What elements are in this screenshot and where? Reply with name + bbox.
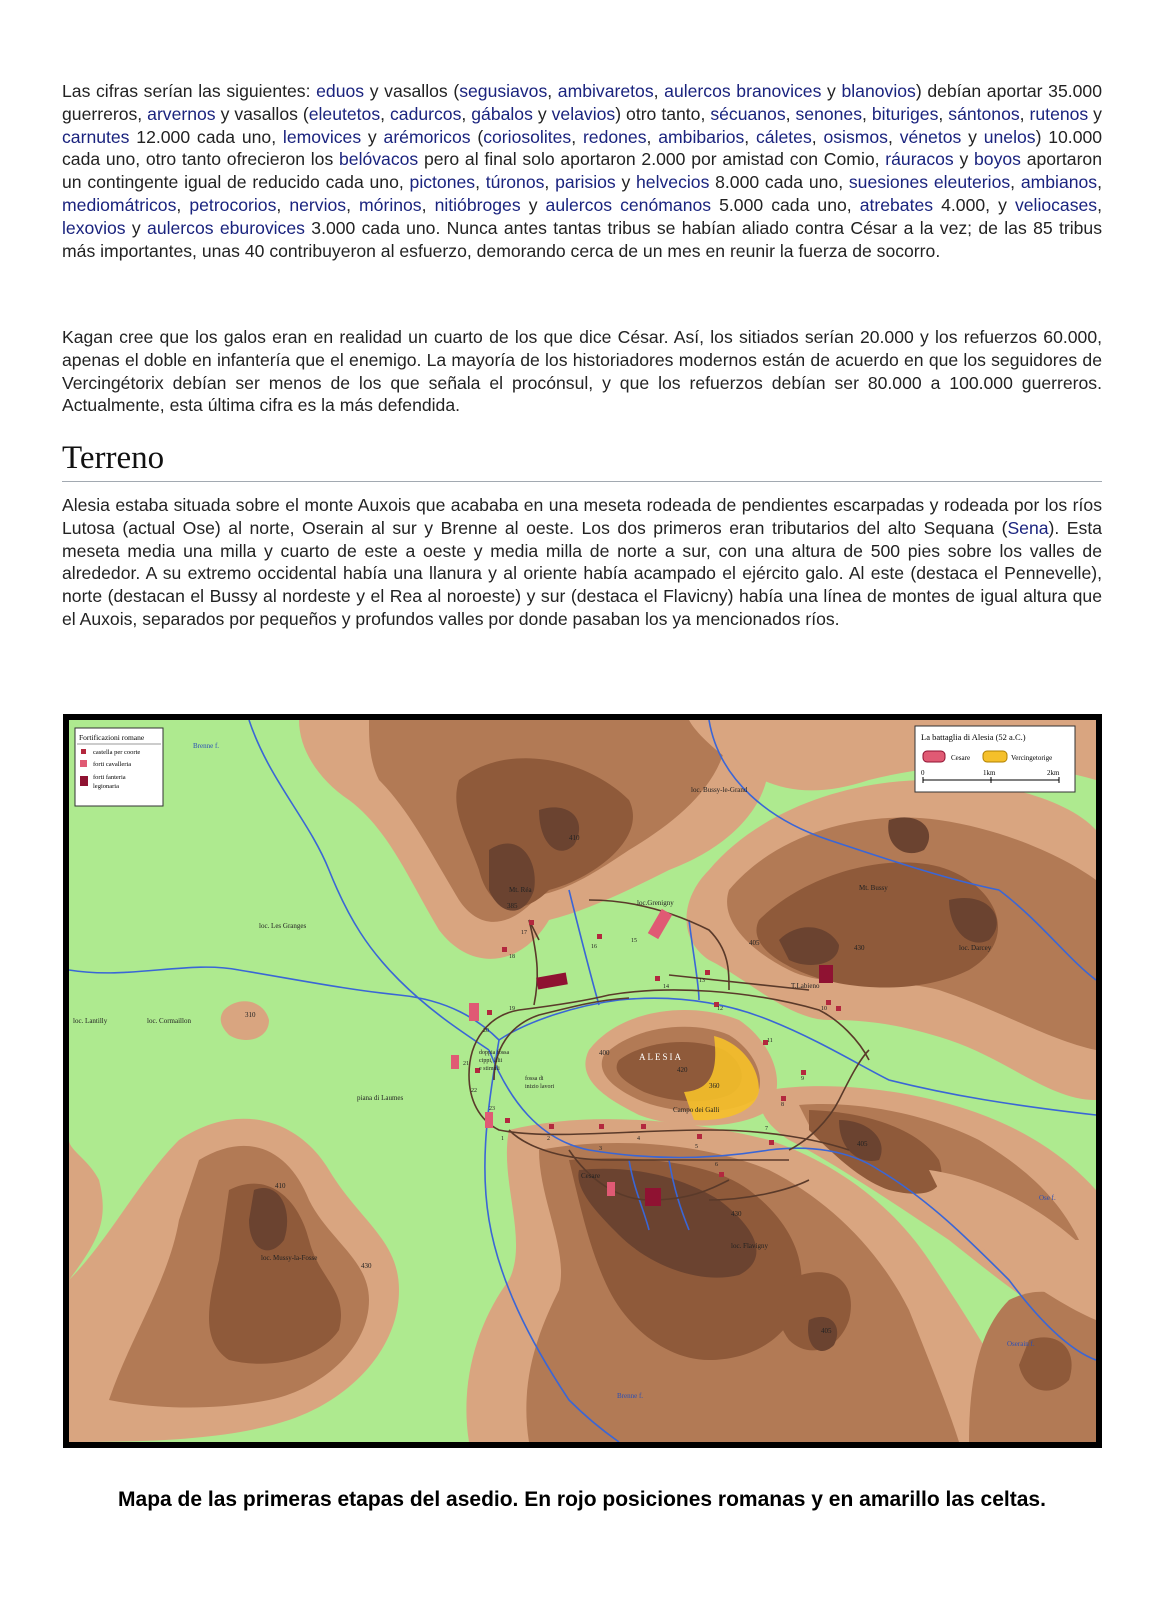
label-cippi: cippi, lilii	[479, 1058, 503, 1064]
tribe-link[interactable]: veliocases	[1014, 194, 1098, 215]
num-11: 11	[767, 1038, 773, 1044]
paragraph-text: ,	[1097, 172, 1102, 193]
label-grenigny: loc.Grenigny	[637, 899, 674, 907]
tribe-link[interactable]: gábalos	[471, 103, 533, 124]
elev-405-ne: 405	[749, 939, 760, 947]
paragraph-text: y	[961, 126, 984, 147]
battle-map	[69, 720, 1096, 1442]
terreno-text-1: Alesia estaba situada sobre el monte Auxois que acababa en una meseta rodeada de pendientes escarpadas y rodeada por los ríos Lutosa (actual Ose) al norte, Oserain al sur y Brenne al oeste. Los dos primeros eran tributarios del alto Sequana (	[62, 495, 1102, 538]
label-fossa-di: fossa di	[525, 1076, 544, 1082]
scale-2km: 2km	[1047, 769, 1060, 777]
tribe-link[interactable]: ambianos	[1020, 172, 1098, 193]
paragraph-text: ,	[346, 194, 360, 215]
num-13: 13	[699, 978, 705, 984]
heading-rule	[62, 481, 1102, 482]
legend-forti-cavalleria: forti cavalleria	[93, 761, 132, 768]
tribe-link[interactable]: helvecios	[636, 172, 710, 193]
label-brenne-n: Brenne f.	[193, 742, 220, 750]
tribe-link[interactable]: cáletes	[756, 126, 812, 147]
legend-fortifications	[75, 728, 163, 806]
elev-385: 385	[507, 902, 518, 910]
tribe-link[interactable]: eleutetos	[308, 103, 381, 124]
elev-430-w: 430	[361, 1262, 372, 1270]
paragraph-text: 8.000 cada uno,	[709, 172, 849, 193]
paragraph-text: Las cifras serían las siguientes:	[62, 81, 317, 101]
paragraph-text: ,	[380, 103, 390, 124]
tribe-link[interactable]: segusiavos	[459, 81, 548, 101]
label-cesare-camp: Cesare	[581, 1172, 601, 1180]
tribe-link[interactable]: ambivaretos	[557, 81, 654, 101]
tribe-link[interactable]: osismos	[823, 126, 888, 147]
tribe-link[interactable]: mórinos	[359, 194, 422, 215]
map-caption: Mapa de las primeras etapas del asedio. En rojo posiciones romanas y en amarillo las celtas.	[118, 1488, 1046, 1511]
legend-legionaria: legionaria	[93, 783, 119, 790]
elev-360: 360	[709, 1082, 720, 1090]
paragraph-text: 4.000, y	[933, 194, 1015, 215]
num-5: 5	[695, 1144, 698, 1150]
legend-castella: castella per coorte	[93, 749, 141, 756]
paragraph-kagan: Kagan cree que los galos eran en realidad un cuarto de los que dice César. Así, los sitiados serían 20.000 y los refuerzos 60.000, apenas el doble en infantería que el enemigo. La mayoría de los historiadores modernos están de acuerdo en que los seguidores de Vercingétorix debían ser menos de los que señala el procónsul, y que los refuerzos debían ser 80.000 a 100.000 guerreros. Actualmente, esta última cifra es la más defendida.	[62, 327, 1102, 416]
elev-430-ne: 430	[854, 944, 865, 952]
paragraph-text: ,	[785, 103, 796, 124]
tribe-link[interactable]: bituriges	[871, 103, 939, 124]
elev-310: 310	[245, 1011, 256, 1019]
label-laumes: piana di Laumes	[357, 1094, 404, 1102]
legend-cesare: Cesare	[951, 754, 971, 762]
paragraph-text: ,	[1010, 172, 1021, 193]
tribe-link[interactable]: atrebates	[859, 194, 934, 215]
tribe-link[interactable]: rutenos	[1029, 103, 1089, 124]
paragraph-text: 12.000 cada uno,	[129, 126, 283, 147]
paragraph-text: (	[470, 126, 484, 147]
num-1: 1	[501, 1136, 504, 1142]
tribe-link[interactable]: sécuanos	[710, 103, 786, 124]
label-flavigny: loc. Flavigny	[731, 1242, 768, 1250]
paragraph-text: y	[1088, 103, 1102, 124]
tribe-link[interactable]: mediomátricos	[62, 194, 177, 215]
tribe-link[interactable]: ráuracos	[885, 149, 954, 170]
label-mussy: loc. Mussy-la-Fosse	[261, 1254, 318, 1262]
tribe-link[interactable]: coriosolites	[483, 126, 572, 147]
paragraph-text: y	[520, 194, 546, 215]
tribe-link[interactable]: senones	[795, 103, 863, 124]
tribe-link[interactable]: sántonos	[948, 103, 1020, 124]
paragraph-text: ,	[421, 194, 435, 215]
label-mt-rea: Mt. Réa	[509, 886, 532, 894]
tribe-link[interactable]: túronos	[485, 172, 545, 193]
num-2: 2	[547, 1136, 550, 1142]
label-campo-galli: Campo dei Galli	[673, 1106, 720, 1114]
paragraph-text: y vasallos (	[215, 103, 309, 124]
paragraph-text: ) otro tanto,	[615, 103, 711, 124]
elev-410-n: 410	[569, 834, 580, 842]
tribe-link[interactable]: nervios	[289, 194, 347, 215]
section-heading-terreno: Terreno	[62, 440, 165, 476]
label-doppia-fossa: doppia fossa	[479, 1050, 510, 1056]
tribe-link[interactable]: cadurcos	[390, 103, 462, 124]
tribe-link[interactable]: pictones	[409, 172, 476, 193]
paragraph-text: ,	[276, 194, 290, 215]
label-brenne-s: Brenne f.	[617, 1392, 644, 1400]
elev-405-e: 405	[857, 1140, 868, 1148]
elev-400: 400	[599, 1049, 610, 1057]
label-cormaillon: loc. Cormaillon	[147, 1017, 191, 1025]
paragraph-text: 3.000 cada uno. Nunca antes tantas tribus se habían aliado contra César a la vez; de las 85 tribus más importantes, unas 40 contribuyeron al esfuerzo, demorando cerca de un mes en reunir la fuerza de socorro.	[62, 217, 1102, 261]
tribe-link[interactable]: ambibarios	[658, 126, 745, 147]
scale-0: 0	[921, 769, 925, 777]
tribe-link[interactable]: carnutes	[62, 126, 130, 147]
paragraph-text: y	[532, 103, 552, 124]
tribe-link[interactable]: belóvacos	[339, 149, 419, 170]
num-22: 22	[471, 1088, 477, 1094]
paragraph-text: y	[361, 126, 384, 147]
legend-forti-fanteria: forti fanteria	[93, 774, 126, 781]
legend-right-title: La battaglia di Alesia (52 a.C.)	[921, 732, 1026, 742]
paragraph-text: aportaron un contingente igual de reducido cada uno,	[62, 149, 1103, 193]
num-14: 14	[663, 984, 669, 990]
num-16: 16	[591, 944, 597, 950]
paragraph-text: ,	[811, 126, 824, 147]
tribe-link[interactable]: aulercos branovices	[664, 81, 822, 101]
label-mt-bussy: Mt. Bussy	[859, 884, 888, 892]
tribe-link[interactable]: arvernos	[147, 103, 216, 124]
battle-map-frame	[63, 714, 1102, 1448]
tribe-link[interactable]: nitióbroges	[434, 194, 521, 215]
tribe-link[interactable]: lemovices	[282, 126, 362, 147]
paragraph-text: ,	[744, 126, 756, 147]
tribe-link[interactable]: parisios	[555, 172, 616, 193]
paragraph-text: ,	[547, 81, 558, 101]
elev-410-w: 410	[275, 1182, 286, 1190]
paragraph-text: ,	[887, 126, 900, 147]
legend-left-title: Fortificazioni romane	[79, 733, 145, 742]
num-10: 10	[821, 1006, 827, 1012]
legend-vercingetorige: Vercingetorige	[1011, 754, 1053, 762]
paragraph-terreno	[62, 494, 1102, 631]
label-ose: Ose f.	[1039, 1194, 1056, 1202]
elev-420: 420	[677, 1066, 688, 1074]
num-9: 9	[801, 1076, 804, 1082]
tribe-link[interactable]: eduos	[316, 81, 365, 101]
label-inizio-lavori: inizio lavori	[525, 1084, 555, 1090]
paragraph-text: y	[125, 217, 148, 238]
label-darcey: loc. Darcey	[959, 944, 992, 952]
paragraph-text: y vasallos (	[364, 81, 460, 101]
tribe-link[interactable]: petrocorios	[189, 194, 277, 215]
tribe-link[interactable]: eleuterios	[933, 172, 1011, 193]
link-sena[interactable]: Sena	[1007, 517, 1049, 538]
paragraph-text: ,	[475, 172, 486, 193]
paragraph-text: ,	[571, 126, 583, 147]
tribe-link[interactable]: lexovios	[62, 217, 126, 238]
label-lantilly: loc. Lantilly	[73, 1017, 108, 1025]
num-3: 3	[599, 1146, 602, 1152]
num-21: 21	[463, 1061, 469, 1067]
num-12: 12	[717, 1006, 723, 1012]
tribe-link[interactable]: suesiones	[848, 172, 929, 193]
label-bussy-grand: loc. Bussy-le-Grand	[691, 786, 748, 794]
paragraph-tribes	[62, 80, 1102, 262]
tribe-link[interactable]: aulercos cenómanos	[545, 194, 712, 215]
paragraph-text: ,	[544, 172, 556, 193]
paragraph-text: ,	[862, 103, 872, 124]
label-stimuli: e stimuli	[479, 1066, 500, 1072]
label-les-granges: loc. Les Granges	[259, 922, 307, 930]
label-oserain: Oserain f.	[1007, 1340, 1035, 1348]
paragraph-text: y	[821, 81, 842, 101]
num-7: 7	[765, 1126, 768, 1132]
num-18: 18	[509, 954, 515, 960]
paragraph-text: y	[953, 149, 974, 170]
label-labieno: T.Labieno	[791, 982, 820, 990]
paragraph-text: ,	[176, 194, 190, 215]
terreno-text-2: ). Esta meseta media una milla y cuarto de este a oeste y media milla de norte a sur, con una altura de 500 pies sobre los valles de alrededor. A su extremo occidental había una llanura y al oriente había acampado el ejército galo. Al este (destaca el Pennevelle), norte (destacan el Bussy al nordeste y el Rea al noroeste) y sur (destaca el Flavicny) había una línea de montes de igual altura que el Auxois, separados por pequeños y profundos valles por donde pasaban los ya mencionados ríos.	[62, 517, 1102, 629]
num-23: 23	[489, 1106, 495, 1112]
paragraph-text: 5.000 cada uno,	[711, 194, 860, 215]
paragraph-text: ,	[938, 103, 949, 124]
num-20: 20	[483, 1028, 489, 1034]
num-6: 6	[715, 1162, 718, 1168]
num-15: 15	[631, 938, 637, 944]
paragraph-text: pero al final solo aportaron 2.000 por amistad con Comio,	[418, 149, 886, 170]
paragraph-text: ,	[1097, 194, 1102, 215]
paragraph-text: ,	[653, 81, 665, 101]
tribe-link[interactable]: vénetos	[899, 126, 962, 147]
elev-405-s: 405	[821, 1327, 832, 1335]
tribe-link[interactable]: boyos	[974, 149, 1021, 170]
label-alesia: ALESIA	[639, 1052, 683, 1062]
tribe-link[interactable]: aulercos eburovices	[147, 217, 305, 238]
paragraph-text: ,	[461, 103, 472, 124]
num-4: 4	[637, 1136, 640, 1142]
tribe-link[interactable]: unelos	[983, 126, 1036, 147]
tribe-link[interactable]: blanovios	[841, 81, 916, 101]
paragraph-text: y	[615, 172, 637, 193]
tribe-link[interactable]: arémoricos	[383, 126, 471, 147]
paragraph-text: ,	[1019, 103, 1030, 124]
tribe-link[interactable]: redones	[582, 126, 647, 147]
num-8: 8	[781, 1102, 784, 1108]
elev-430-s: 430	[731, 1210, 742, 1218]
num-19: 19	[509, 1006, 515, 1012]
paragraph-text: ) 10.000 cada uno, otro tanto ofrecieron los	[62, 126, 1103, 170]
num-17: 17	[521, 930, 527, 936]
legend-battle	[915, 726, 1075, 792]
tribe-link[interactable]: velavios	[551, 103, 616, 124]
paragraph-text: ) debían aportar 35.000 guerreros,	[62, 81, 1102, 124]
scale-1km: 1km	[983, 769, 996, 777]
paragraph-text: ,	[646, 126, 659, 147]
